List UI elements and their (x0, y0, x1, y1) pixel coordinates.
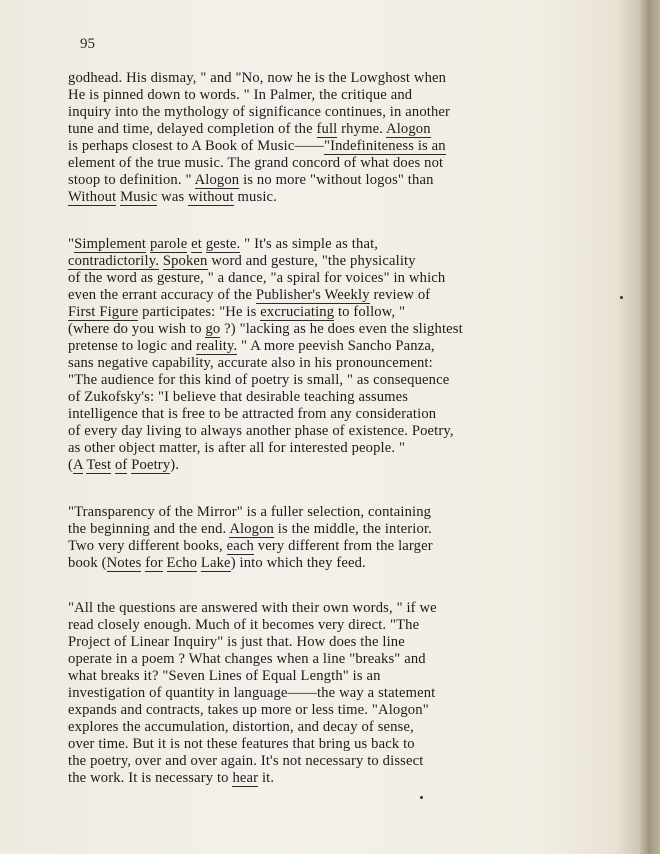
text-line: Two very different books, each very different from the larger (68, 538, 433, 554)
text-line: expands and contracts, takes up more or less time. "Alogon" (68, 702, 429, 718)
underlined-phrase: Test (86, 457, 112, 473)
underlined-phrase: et (191, 236, 202, 252)
text-line: is perhaps closest to A Book of Music——"Indefiniteness is an (68, 138, 446, 154)
underlined-phrase: Publisher's Weekly (255, 287, 370, 303)
underlined-phrase: Alogon (386, 121, 431, 137)
text-line: over time. But it is not these features that bring us back to (68, 736, 415, 752)
underlined-phrase: each (226, 538, 254, 554)
text-line: inquiry into the mythology of significance continues, in another (68, 104, 451, 120)
underlined-phrase: contradictorily. (68, 253, 160, 269)
underlined-phrase: of (114, 457, 128, 473)
text-line: contradictorily. Spoken word and gesture, "the physicality (68, 253, 416, 269)
text-line: of the word as gesture, " a dance, "a spiral for voices" in which (68, 270, 446, 286)
underlined-phrase: Alogon (194, 172, 240, 188)
text-line: operate in a poem ? What changes when a line "breaks" and (68, 651, 426, 667)
text-line: what breaks it? "Seven Lines of Equal Length" is an (68, 668, 381, 684)
underlined-phrase: "Indefiniteness is an (323, 138, 446, 154)
underlined-phrase: without (188, 189, 234, 205)
underlined-phrase: Music (120, 189, 158, 205)
text-line: Without Music was without music. (68, 189, 277, 205)
text-line: intelligence that is free to be attracted from any consideration (68, 406, 437, 422)
underlined-phrase: Alogon (229, 521, 274, 537)
underlined-phrase: A (73, 457, 83, 473)
underlined-phrase: hear (232, 770, 259, 786)
underlined-phrase: Poetry (131, 457, 171, 473)
underlined-phrase: Echo (166, 555, 198, 571)
text-line: He is pinned down to words. " In Palmer, the critique and (68, 87, 413, 103)
text-line: sans negative capability, accurate also in his pronouncement: (68, 355, 433, 371)
text-line: tune and time, delayed completion of the full rhyme. Alogon (68, 121, 431, 137)
underlined-phrase: Without (68, 189, 117, 205)
page-number: 95 (80, 36, 95, 52)
text-line: "The audience for this kind of poetry is small, " as consequence (68, 372, 450, 388)
text-line: stoop to definition. " Alogon is no more "without logos" than (68, 172, 434, 188)
underlined-phrase: full (316, 121, 338, 137)
text-line: explores the accumulation, distortion, and decay of sense, (68, 719, 414, 735)
underlined-phrase: Spoken (162, 253, 208, 269)
text-line: (where do you wish to go ?) "lacking as he does even the slightest (68, 321, 463, 337)
underlined-phrase: excruciating (260, 304, 335, 320)
text-line: "Transparency of the Mirror" is a fuller selection, containing (68, 504, 432, 520)
text-line: (A Test of Poetry). (68, 457, 180, 473)
underlined-phrase: Notes (106, 555, 142, 571)
text-line: book (Notes for Echo Lake) into which they feed. (68, 555, 366, 571)
text-line: First Figure participates: "He is excruciating to follow, " (68, 304, 406, 320)
ink-speck (420, 796, 423, 799)
underlined-phrase: Simplement (74, 236, 147, 252)
underlined-phrase: geste. (205, 236, 241, 252)
underlined-phrase: First Figure (68, 304, 139, 320)
book-binding (640, 0, 660, 854)
underlined-phrase: reality. (196, 338, 238, 354)
text-line: even the errant accuracy of the Publisher's Weekly review of (68, 287, 431, 303)
text-line: pretense to logic and reality. " A more peevish Sancho Panza, (68, 338, 435, 354)
text-line: of every day living to always another phase of existence. Poetry, (68, 423, 454, 439)
text-line: the beginning and the end. Alogon is the middle, the interior. (68, 521, 432, 537)
underlined-phrase: go (205, 321, 221, 337)
gutter-shadow (616, 0, 640, 854)
text-line: as other object matter, is after all for interested people. " (68, 440, 406, 456)
text-line: of Zukofsky's: "I believe that desirable teaching assumes (68, 389, 409, 405)
text-line: read closely enough. Much of it becomes very direct. "The (68, 617, 420, 633)
text-line: godhead. His dismay, " and "No, now he is the Lowghost when (68, 70, 447, 86)
text-line: the poetry, over and over again. It's not necessary to dissect (68, 753, 424, 769)
text-line: "All the questions are answered with their own words, " if we (68, 600, 437, 616)
underlined-phrase: parole (149, 236, 188, 252)
text-line: element of the true music. The grand concord of what does not (68, 155, 444, 171)
underlined-phrase: for (145, 555, 163, 571)
text-line: the work. It is necessary to hear it. (68, 770, 275, 786)
text-line: Project of Linear Inquiry" is just that. How does the line (68, 634, 405, 650)
underlined-phrase: Lake (200, 555, 231, 571)
text-line: "Simplement parole et geste. " It's as simple as that, (68, 236, 379, 252)
text-line: investigation of quantity in language——the way a statement (68, 685, 436, 701)
